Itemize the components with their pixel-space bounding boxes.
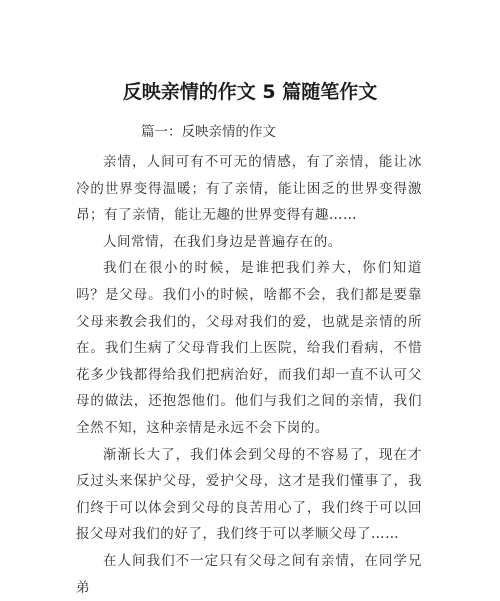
article-body [76,149,422,601]
paragraph: 在人间我们不一定只有父母之间有亲情，在同学兄弟 [76,552,422,596]
document-title: 反映亲情的作文 5 篇随笔作文 [122,81,378,103]
paragraph: 人间常情，在我们身边是普遍存在的。 [103,233,342,250]
paragraph: 渐渐长大了，我们体会到父母的不容易了，现在才反过头来保护父母，爱护父母，这才是我们懂事了，我们终于可以体会到父母的良苦用心了，我们终于可以回报父母对我们的好了，我们终于可以孝顺父母了…… [76,446,422,543]
paragraph: 亲情，人间可有不可无的情感，有了亲情，能让冰冷的世界变得温暖；有了亲情，能让困乏的世界变得激昂；有了亲情，能让无趣的世界变得有趣…… [76,154,422,224]
paragraph: 我们在很小的时候，是谁把我们养大，你们知道吗？是父母。我们小的时候，啥都不会，我们都是要靠父母来教会我们的，父母对我们的爱，也就是亲情的所在。我们生病了父母背我们上医院，给我们看病，不惜花多少钱都得给我们把病治好，而我们却一直不认可父母的做法，还抱怨他们。他们与我们之间的亲情，我们全然不知，这种亲情是永远不会下岗的。 [76,260,422,436]
section-heading: 篇一：反映亲情的作文 [141,124,276,140]
